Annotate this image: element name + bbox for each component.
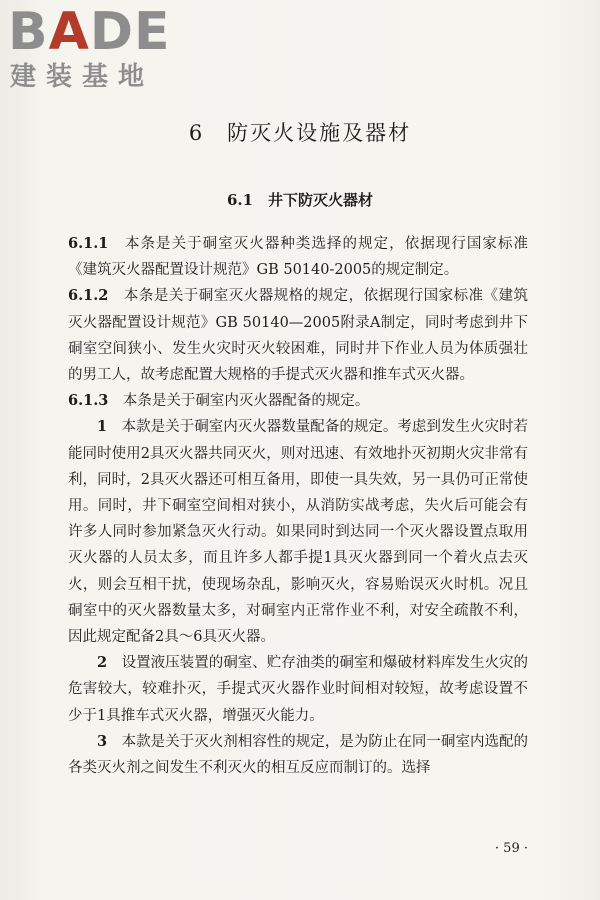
section-title: 6.1 井下防灭火器材 (226, 191, 374, 209)
clause-number: 6.1.3 (68, 392, 109, 410)
logo-letters-de: DE (89, 2, 171, 62)
item-text: 设置液压装置的硐室、贮存油类的硐室和爆破材料库发生火灾的危害较大，较难扑灭，手提式灭火器作业时间相对较短，故考虑设置不少于1具推车式灭火器，增强灭火能力。 (68, 655, 529, 724)
clause-6-1-3 (68, 388, 528, 414)
clause-text: 本条是关于硐室灭火器规格的规定，依据现行国家标准《建筑灭火器配置设计规范》GB 50140—2005附录A制定，同时考虑到井下硐室空间狭小、发生火灾时灭火较困难，同时井下作业人员为体质强壮的男工人，故考虑配置大规格的手提式灭火器和推车式灭火器。 (68, 288, 529, 384)
body-text (68, 231, 528, 781)
page-number: · 59 · (494, 841, 528, 856)
clause-6-1-1 (68, 231, 528, 283)
logo-letter-a: A (48, 2, 90, 62)
chapter-title: 6 防灭火设施及器材 (188, 121, 412, 145)
item-3 (68, 729, 528, 781)
item-number: 1 (97, 418, 108, 436)
clause-text: 本条是关于硐室灭火器种类选择的规定，依据现行国家标准《建筑灭火器配置设计规范》GB 50140-2005的规定制定。 (68, 236, 529, 279)
item-2 (68, 650, 528, 729)
item-number: 3 (97, 732, 108, 750)
logo-subtitle: 建装基地 (10, 62, 155, 92)
clause-text: 本条是关于硐室内灭火器配备的规定。 (122, 393, 370, 410)
item-1 (68, 414, 528, 650)
clause-number: 6.1.1 (68, 235, 109, 252)
clause-number: 6.1.2 (68, 287, 109, 305)
bade-logo (8, 4, 178, 94)
item-number: 2 (97, 654, 108, 672)
item-text: 本款是关于灭火剂相容性的规定，是为防止在同一硐室内选配的各类灭火剂之间发生不利灭火的相互反应而制订的。选择 (68, 733, 529, 777)
logo-wordmark (8, 4, 171, 60)
clause-6-1-2 (68, 283, 528, 388)
item-text: 本款是关于硐室内灭火器数量配备的规定。考虑到发生火灾时若能同时使用2具灭火器共同灭火，则对迅速、有效地扑灭初期火灾非常有利，同时，2具灭火器还可相互备用，即使一具失效，另一具仍可正常使用。同时，井下硐室空间相对狭小，从消防实战考虑，失火后可能会有许多人同时参加紧急灭火行动。如果同时到达同一个灭火器设置点取用灭火器的人员太多，而且许多人都手提1具灭火器到同一个着火点去灭火，则会互相干扰，使现场杂乱，影响灭火，容易贻误灭火时机。况且硐室中的灭火器数量太多，对硐室内正常作业不利，对安全疏散不利，因此规定配备2具～6具灭火器。 (68, 419, 529, 646)
logo-letter-b: B (8, 2, 49, 62)
